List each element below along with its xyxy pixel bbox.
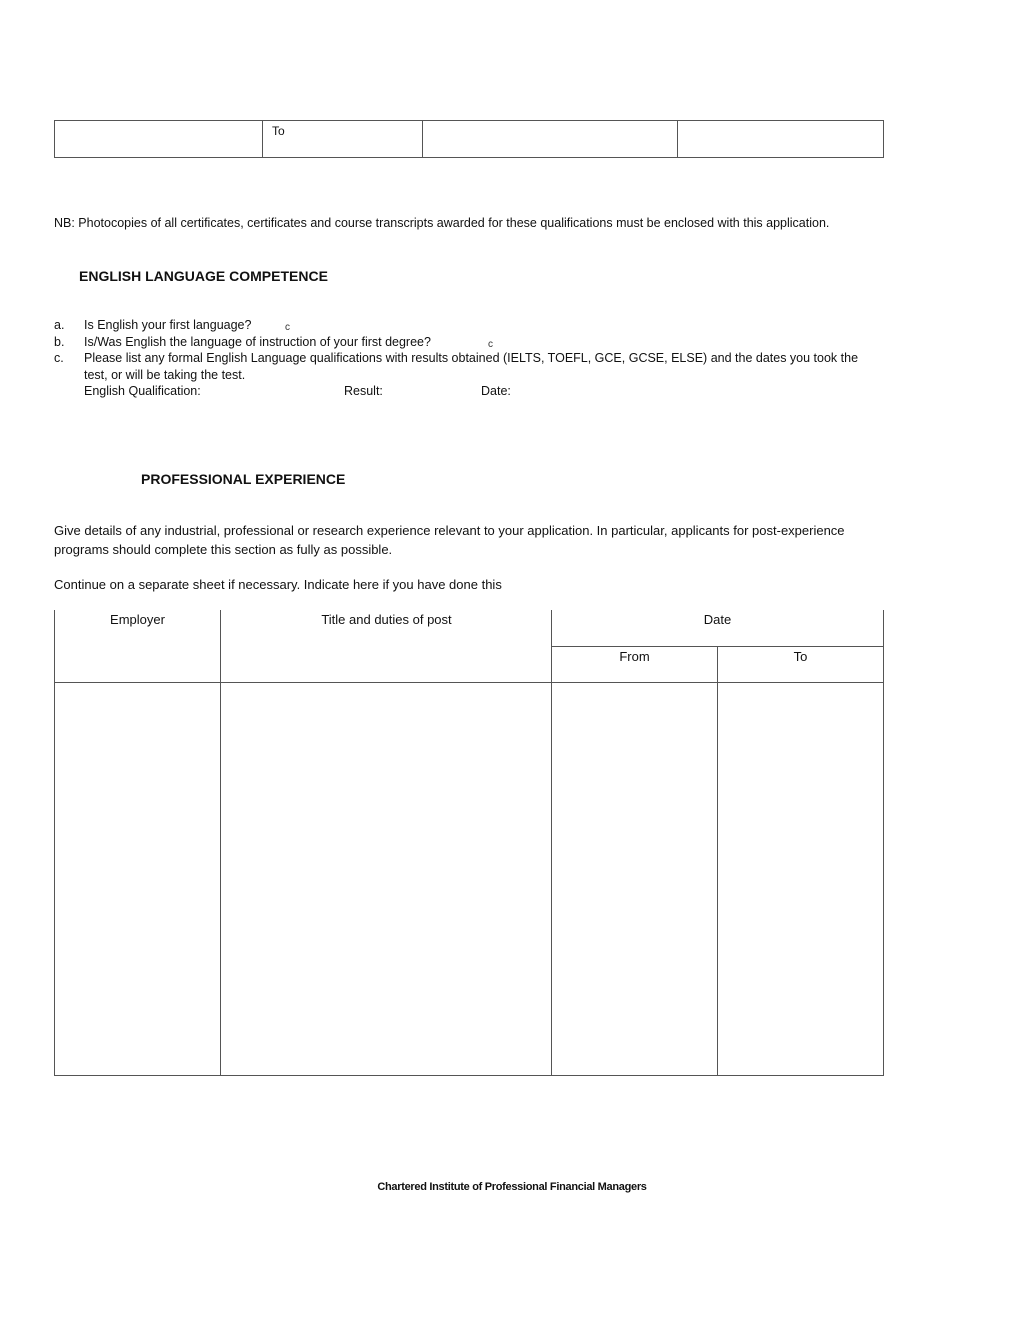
nb-note: NB: Photocopies of all certificates, certificates and course transcripts awarded for these qualifications must be enclosed with this application. [54, 216, 830, 230]
table-header-date: Date [703, 612, 732, 627]
professional-heading: PROFESSIONAL EXPERIENCE [141, 471, 346, 487]
table-body-from[interactable] [552, 683, 717, 1075]
english-item-b-text: Is/Was English the language of instruction of your first degree? [84, 335, 431, 349]
english-item-b-checkbox[interactable]: c [488, 339, 493, 350]
table-right-border [883, 610, 884, 1076]
english-item-a-checkbox[interactable]: c [285, 322, 290, 333]
english-qualification-label: English Qualification: [84, 384, 201, 398]
table-header-from: From [619, 649, 650, 664]
english-item-a-marker: a. [54, 318, 65, 332]
continue-note: Continue on a separate sheet if necessary. Indicate here if you have done this [54, 577, 502, 592]
table-bottom-border [54, 1075, 884, 1076]
top-table-cell-to[interactable] [262, 120, 423, 158]
english-heading: ENGLISH LANGUAGE COMPETENCE [79, 268, 328, 284]
top-table-cell-4[interactable] [677, 120, 884, 158]
english-date-label: Date: [481, 384, 511, 398]
professional-intro: Give details of any industrial, professional or research experience relevant to your application. In particular, applicants for post-experience programs should complete this section as fully as possible. [54, 523, 845, 557]
english-item-c-marker: c. [54, 351, 64, 365]
page-footer: Chartered Institute of Professional Financial Managers [377, 1181, 647, 1193]
english-item-c-text: Please list any formal English Language qualifications with results obtained (IELTS, TOEFL, GCE, GCSE, ELSE) and the dates you took the test, or will be taking the test. [84, 351, 859, 382]
top-table-cell-3[interactable] [422, 120, 678, 158]
top-table-to-label: To [272, 124, 285, 138]
table-header-title-duties: Title and duties of post [321, 612, 452, 627]
english-result-label: Result: [344, 384, 383, 398]
table-body-title-duties[interactable] [221, 683, 551, 1075]
table-header-to: To [793, 649, 808, 664]
english-item-b-marker: b. [54, 335, 65, 349]
english-item-a-text: Is English your first language? [84, 318, 252, 332]
top-table-cell-1[interactable] [54, 120, 263, 158]
table-body-to[interactable] [718, 683, 883, 1075]
table-header-employer: Employer [110, 612, 165, 627]
table-date-underline [551, 646, 884, 647]
table-body-employer[interactable] [55, 683, 220, 1075]
